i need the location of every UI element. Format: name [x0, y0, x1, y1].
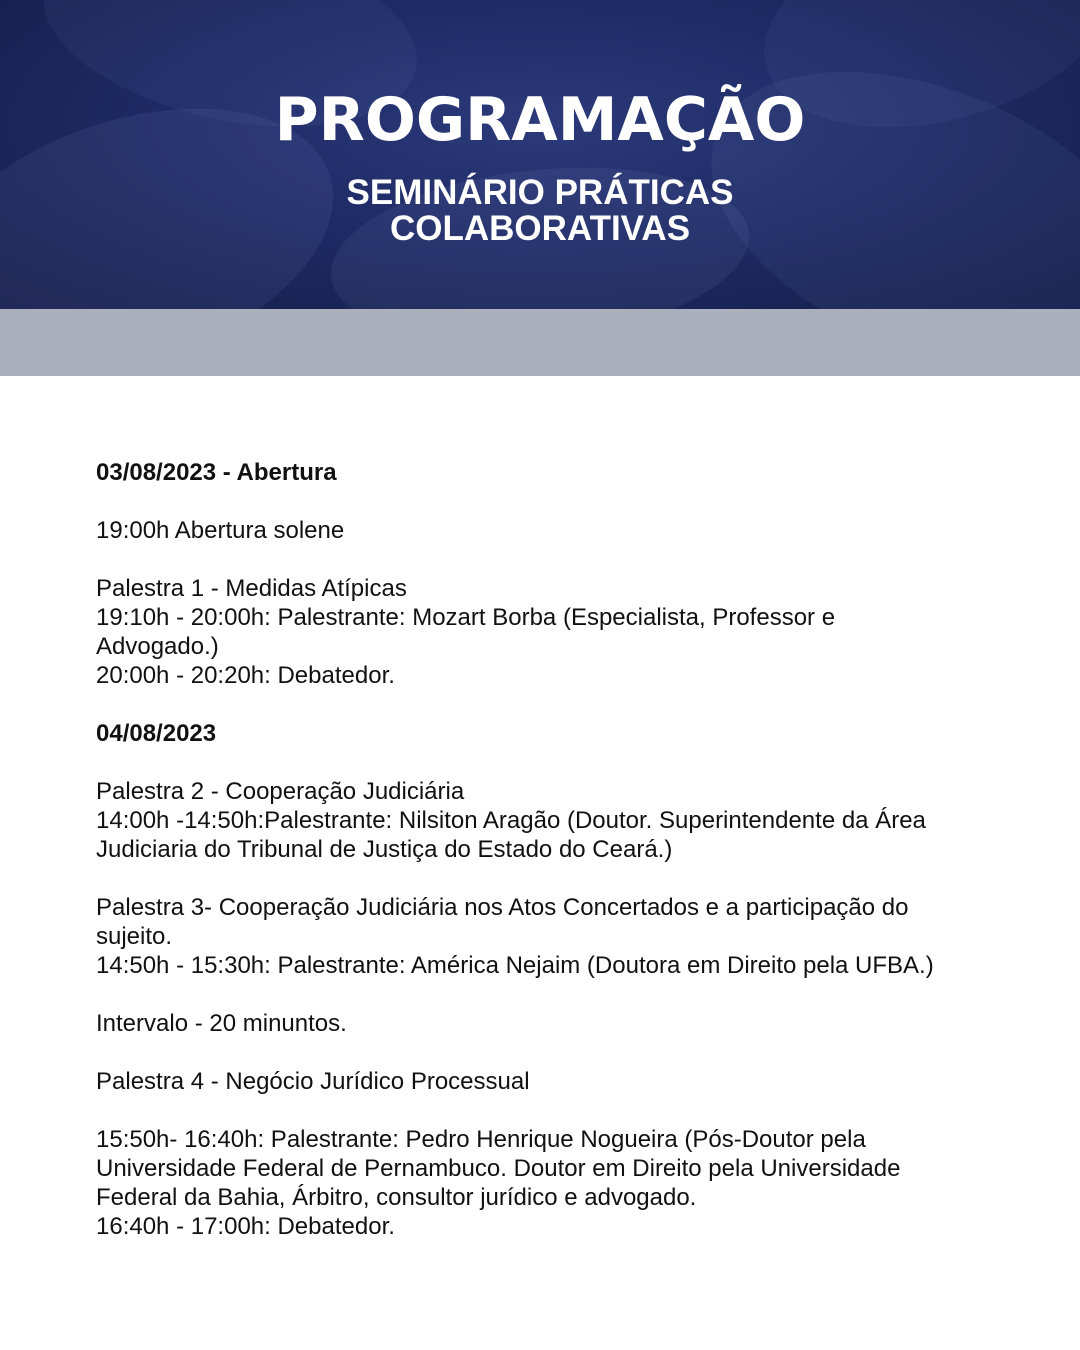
talk-debate: 16:40h - 17:00h: Debatedor.	[96, 1213, 395, 1240]
subtitle-line: COLABORATIVAS	[389, 209, 691, 248]
talk-speaker: Advogado.)	[96, 633, 219, 660]
talk-title: Palestra 2 - Cooperação Judiciária	[96, 778, 465, 805]
divider-band	[0, 309, 1080, 376]
spacer	[96, 545, 996, 574]
talk-debate: 20:00h - 20:20h: Debatedor.	[96, 662, 395, 689]
page-title: PROGRAMAÇÃO	[274, 85, 806, 155]
event-subtitle	[0, 175, 1080, 247]
talk-title: sujeito.	[96, 923, 173, 950]
day-heading: 03/08/2023 - Abertura	[96, 459, 337, 486]
talk-speaker: Judiciaria do Tribunal de Justiça do Estado do Ceará.)	[96, 836, 673, 863]
talk-speaker: 15:50h- 16:40h: Palestrante: Pedro Henrique Nogueira (Pós-Doutor pela	[96, 1126, 866, 1153]
spacer	[96, 690, 996, 719]
talk-speaker: Universidade Federal de Pernambuco. Doutor em Direito pela Universidade	[96, 1155, 901, 1182]
talk-title: Palestra 3- Cooperação Judiciária nos Atos Concertados e a participação do	[96, 894, 909, 921]
talk-speaker: 14:50h - 15:30h: Palestrante: América Nejaim (Doutora em Direito pela UFBA.)	[96, 952, 934, 979]
spacer	[96, 864, 996, 893]
talk-speaker: 14:00h -14:50h:Palestrante: Nilsiton Aragão (Doutor. Superintendente da Área	[96, 807, 926, 834]
spacer	[96, 1096, 996, 1125]
spacer	[96, 1038, 996, 1067]
schedule-content	[96, 458, 996, 1241]
talk-title: Palestra 4 - Negócio Jurídico Processual	[96, 1068, 530, 1095]
talk-title: Palestra 1 - Medidas Atípicas	[96, 575, 407, 602]
subtitle-line: SEMINÁRIO PRÁTICAS	[346, 173, 734, 212]
day-heading: 04/08/2023	[96, 720, 217, 747]
spacer	[96, 487, 996, 516]
spacer	[96, 748, 996, 777]
header-banner	[0, 0, 1080, 309]
schedule-item: 19:00h Abertura solene	[96, 517, 345, 544]
break-item: Intervalo - 20 minuntos.	[96, 1010, 347, 1037]
talk-speaker: Federal da Bahia, Árbitro, consultor jurídico e advogado.	[96, 1184, 697, 1211]
talk-speaker: 19:10h - 20:00h: Palestrante: Mozart Borba (Especialista, Professor e	[96, 604, 836, 631]
spacer	[96, 980, 996, 1009]
